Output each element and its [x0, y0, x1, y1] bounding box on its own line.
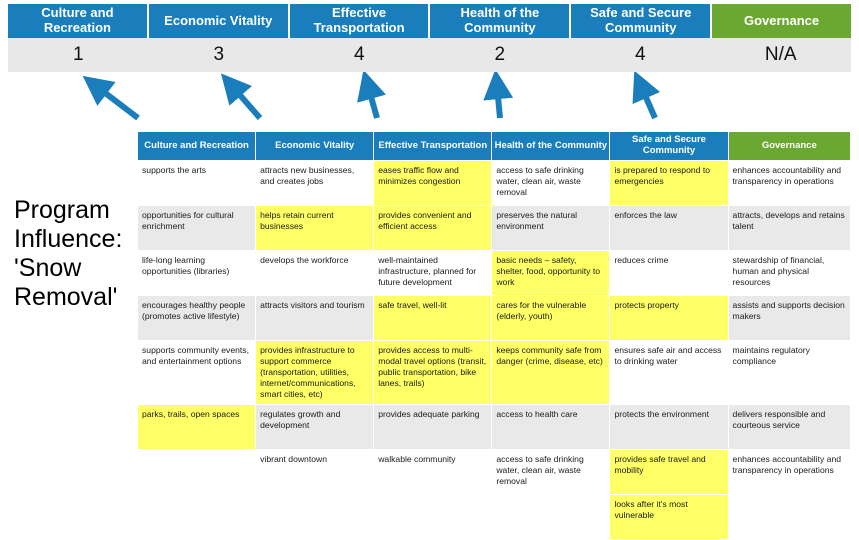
- matrix-cell-r3-c0: encourages healthy people (promotes active lifestyle): [138, 296, 256, 341]
- priority-header-5: Governance: [712, 4, 851, 38]
- matrix-cell-r7-c3: [492, 495, 610, 540]
- matrix-cell-r1-c5: attracts, develops and retains talent: [728, 206, 850, 251]
- matrix-header-health-community: Health of the Community: [492, 132, 610, 161]
- matrix-cell-r4-c2: provides access to multi-modal travel options (transit, public transportation, bike lanes, trails): [374, 341, 492, 405]
- matrix-cell-r2-c0: life-long learning opportunities (libraries): [138, 251, 256, 296]
- matrix-cell-r6-c3: access to safe drinking water, clean air, waste removal: [492, 450, 610, 495]
- matrix-header-effective-transportation: Effective Transportation: [374, 132, 492, 161]
- matrix-cell-r5-c0: parks, trails, open spaces: [138, 405, 256, 450]
- table-row: [138, 405, 851, 450]
- priority-score-1: 3: [213, 44, 225, 65]
- matrix-cell-r4-c0: supports community events, and entertainment options: [138, 341, 256, 405]
- priority-score-2: 4: [353, 44, 365, 65]
- matrix-cell-r7-c0: [138, 495, 256, 540]
- priority-header-1: Economic Vitality: [149, 4, 290, 38]
- arrow-health-community: [497, 86, 500, 118]
- table-row: [138, 161, 851, 206]
- matrix-cell-r3-c2: safe travel, well-lit: [374, 296, 492, 341]
- table-row: [138, 251, 851, 296]
- matrix-cell-r1-c0: opportunities for cultural enrichment: [138, 206, 256, 251]
- priority-header-3: Health of the Community: [430, 4, 571, 38]
- matrix-cell-r1-c4: enforces the law: [610, 206, 728, 251]
- matrix-cell-r3-c1: attracts visitors and tourism: [256, 296, 374, 341]
- priority-statement-matrix: [137, 131, 851, 540]
- priority-score-0: 1: [72, 44, 84, 65]
- table-row: [138, 206, 851, 251]
- matrix-cell-r0-c3: access to safe drinking water, clean air, waste removal: [492, 161, 610, 206]
- matrix-cell-r0-c2: eases traffic flow and minimizes congestion: [374, 161, 492, 206]
- priority-header-bar: [8, 4, 851, 38]
- matrix-cell-r0-c5: enhances accountability and transparency in operations: [728, 161, 850, 206]
- matrix-header-governance: Governance: [728, 132, 850, 161]
- matrix-cell-r7-c2: [374, 495, 492, 540]
- arrow-effective-transportation: [368, 86, 377, 118]
- matrix-cell-r7-c1: [256, 495, 374, 540]
- matrix-cell-r4-c3: keeps community safe from danger (crime, disease, etc): [492, 341, 610, 405]
- matrix-cell-r2-c3: basic needs – safety, shelter, food, opportunity to work: [492, 251, 610, 296]
- matrix-header-economic-vitality: Economic Vitality: [256, 132, 374, 161]
- priority-header-0: Culture and Recreation: [8, 4, 149, 38]
- matrix-cell-r5-c3: access to health care: [492, 405, 610, 450]
- table-row: [138, 450, 851, 495]
- matrix-cell-r1-c1: helps retain current businesses: [256, 206, 374, 251]
- priority-header-4: Safe and Secure Community: [571, 4, 712, 38]
- matrix-cell-r6-c1: vibrant downtown: [256, 450, 374, 495]
- priority-score-4: 4: [634, 44, 646, 65]
- matrix-header-row: [138, 132, 851, 161]
- matrix-cell-r7-c5: [728, 495, 850, 540]
- matrix-cell-r0-c0: supports the arts: [138, 161, 256, 206]
- matrix-cell-r0-c1: attracts new businesses, and creates jobs: [256, 161, 374, 206]
- matrix-cell-r4-c1: provides infrastructure to support commerce (transportation, utilities, internet/communications, smart cities, etc): [256, 341, 374, 405]
- program-influence-label: Program Influence: 'Snow Removal': [14, 196, 123, 311]
- matrix-cell-r0-c4: is prepared to respond to emergencies: [610, 161, 728, 206]
- priority-score-bar: [8, 38, 851, 72]
- matrix-header-culture-recreation: Culture and Recreation: [138, 132, 256, 161]
- matrix-cell-r5-c5: delivers responsible and courteous service: [728, 405, 850, 450]
- matrix-cell-r4-c4: ensures safe air and access to drinking water: [610, 341, 728, 405]
- matrix-cell-r6-c0: [138, 450, 256, 495]
- matrix-cell-r5-c1: regulates growth and development: [256, 405, 374, 450]
- matrix-cell-r3-c5: assists and supports decision makers: [728, 296, 850, 341]
- matrix-cell-r3-c4: protects property: [610, 296, 728, 341]
- matrix-cell-r1-c2: provides convenient and efficient access: [374, 206, 492, 251]
- matrix-cell-r2-c1: develops the workforce: [256, 251, 374, 296]
- matrix-cell-r6-c4: provides safe travel and mobility: [610, 450, 728, 495]
- arrow-economic-vitality: [232, 86, 260, 118]
- matrix-cell-r2-c5: stewardship of financial, human and physical resources: [728, 251, 850, 296]
- priority-score-5: N/A: [764, 44, 797, 65]
- matrix-cell-r4-c5: maintains regulatory compliance: [728, 341, 850, 405]
- table-row: [138, 341, 851, 405]
- matrix-cell-r3-c3: cares for the vulnerable (elderly, youth): [492, 296, 610, 341]
- matrix-cell-r6-c2: walkable community: [374, 450, 492, 495]
- matrix-cell-r1-c3: preserves the natural environment: [492, 206, 610, 251]
- arrow-safe-secure-community: [641, 86, 655, 118]
- matrix-cell-r7-c4: looks after it's most vulnerable: [610, 495, 728, 540]
- table-row: [138, 296, 851, 341]
- matrix-cell-r6-c5: enhances accountability and transparency in operations: [728, 450, 850, 495]
- matrix-header-safe-secure-community: Safe and Secure Community: [610, 132, 728, 161]
- matrix-cell-r2-c4: reduces crime: [610, 251, 728, 296]
- priority-header-2: Effective Transportation: [290, 4, 431, 38]
- arrow-group: [0, 72, 859, 132]
- arrow-culture-recreation: [96, 86, 138, 118]
- matrix-cell-r2-c2: well-maintained infrastructure, planned for future development: [374, 251, 492, 296]
- table-row: [138, 495, 851, 540]
- priority-score-3: 2: [494, 44, 506, 65]
- matrix-cell-r5-c2: provides adequate parking: [374, 405, 492, 450]
- matrix-cell-r5-c4: protects the environment: [610, 405, 728, 450]
